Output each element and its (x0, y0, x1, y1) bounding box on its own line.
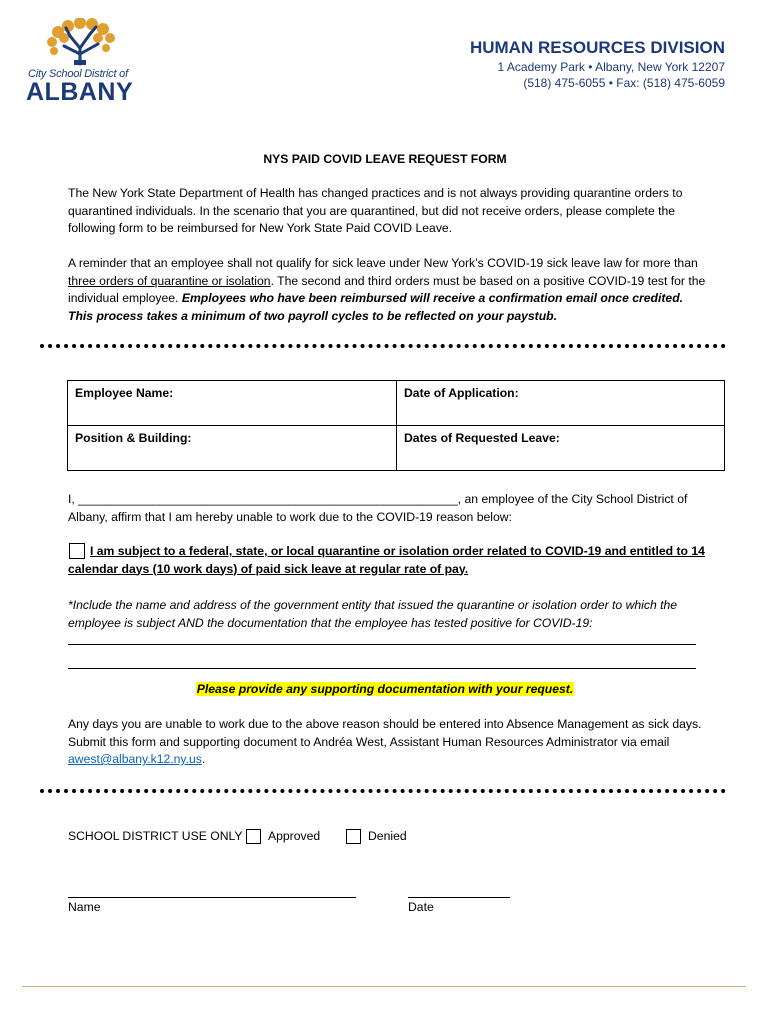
district-logo (26, 18, 134, 106)
quarantine-checkbox-row (68, 543, 718, 578)
form-title: NYS PAID COVID LEAVE REQUEST FORM (263, 152, 507, 166)
employee-name-field[interactable]: Employee Name: (68, 381, 397, 426)
quarantine-checkbox-label: I am subject to a federal, state, or local quarantine or isolation order related to COVID-19 and entitled to 14 calendar days (10 work days) of paid sick leave at regular rate of pay. (68, 544, 705, 576)
closing-period: . (201, 752, 206, 766)
highlight-notice (0, 681, 770, 699)
quarantine-checkbox[interactable] (69, 543, 85, 559)
division-address: 1 Academy Park • Albany, New York 12207 (497, 60, 725, 74)
email-link[interactable]: awest@albany.k12.ny.us (68, 752, 202, 766)
tree-icon (40, 18, 130, 68)
reminder-paragraph (68, 255, 708, 325)
date-label: Date (408, 900, 434, 914)
position-building-field[interactable]: Position & Building: (68, 426, 397, 471)
division-title: HUMAN RESOURCES DIVISION (469, 38, 725, 57)
reimbursement-notice: Employees who have been reimbursed will receive a confirmation email once credited. This process takes a minimum of two payroll cycles to be reflected on your paystub. (68, 291, 684, 323)
dates-requested-leave-field[interactable]: Dates of Requested Leave: (397, 426, 725, 471)
approved-label: Approved (268, 829, 321, 843)
reminder-text-start: A reminder that an employee shall not qualify for sick leave under New York’s COVID-19 sick leave law for more than (68, 256, 698, 270)
employee-info-table (67, 380, 725, 471)
name-signature-line[interactable] (68, 897, 356, 898)
approved-checkbox[interactable] (246, 829, 261, 844)
date-of-application-field[interactable]: Date of Application: (397, 381, 725, 426)
closing-text: Any days you are unable to work due to the above reason should be entered into Absence Management as sick days. Submit this form and supporting document to Andréa West, Assistant Human Resources Administrator via email (68, 717, 702, 749)
district-use-label: SCHOOL DISTRICT USE ONLY (68, 829, 243, 843)
name-label: Name (68, 900, 101, 914)
closing-paragraph (68, 716, 708, 769)
highlight-text: Please provide any supporting documentation with your request. (196, 682, 574, 696)
affirmation-statement: I, ________________________________________________________, an employee of the City School District of Albany, affirm that I am hereby unable to work due to the COVID-19 reason below: (68, 492, 688, 524)
documentation-note: *Include the name and address of the government entity that issued the quarantine or isolation order to which the employee is subject AND the documentation that the employee has tested positive for COVID-19: (68, 598, 678, 630)
reminder-text-end: . The second and third orders must be based on a positive COVID-19 test for the individual employee. (68, 273, 706, 305)
date-signature-line[interactable] (408, 897, 510, 898)
dotted-divider (40, 789, 726, 793)
documentation-line-2[interactable] (68, 668, 696, 669)
division-phone-fax: (518) 475-6055 • Fax: (518) 475-6059 (523, 76, 725, 90)
reminder-underlined-text: three orders of quarantine or isolation (68, 273, 271, 288)
dotted-divider (40, 344, 726, 348)
logo-wordmark: ALBANY (26, 78, 134, 106)
logo-district-line: City School District of (28, 68, 128, 80)
intro-paragraph: The New York State Department of Health has changed practices and is not always providing quarantine orders to quarantined individuals. In the scenario that you are quarantined, but did not receive orders, please complete the following form to be reimbursed for New York State Paid COVID Leave. (68, 186, 683, 235)
denied-checkbox[interactable] (346, 829, 361, 844)
denied-label: Denied (368, 829, 407, 843)
footer-rule (22, 986, 746, 987)
documentation-line-1[interactable] (68, 644, 696, 645)
